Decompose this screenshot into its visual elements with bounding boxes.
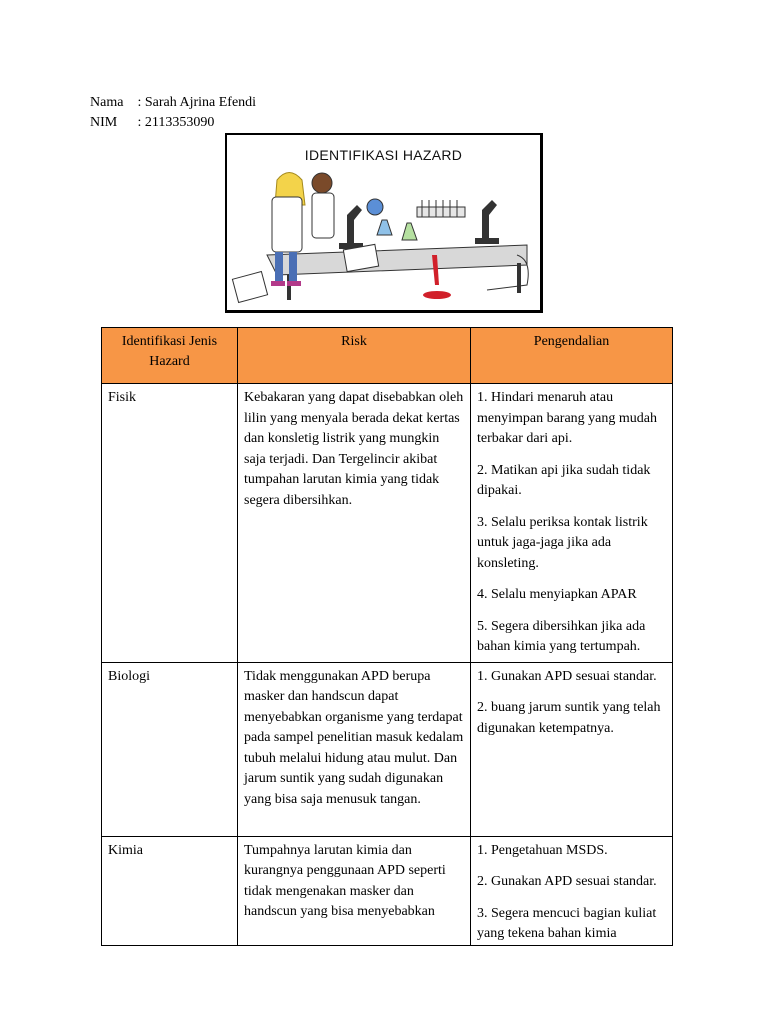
- pengendalian-item: 2. Matikan api jika sudah tidak dipakai.: [477, 462, 651, 498]
- risk-cell: Tumpahnya larutan kimia dan kurangnya penggunaan APD seperti tidak mengenakan masker dan handscun yang bisa menyebabkan: [238, 836, 471, 945]
- header-jenis: Identifikasi Jenis Hazard: [102, 328, 238, 384]
- pengendalian-cell: [471, 662, 673, 836]
- pengendalian-item: 3. Selalu periksa kontak listrik untuk jaga-jaga jika ada konsleting.: [477, 514, 648, 571]
- pengendalian-cell: [471, 836, 673, 945]
- pengendalian-item: 4. Selalu menyiapkan APAR: [477, 587, 637, 602]
- pengendalian-cell: [471, 384, 673, 663]
- table-header-row: [102, 328, 673, 384]
- hazard-illustration: [225, 133, 543, 313]
- pengendalian-item: 1. Hindari menaruh atau menyimpan barang yang mudah terbakar dari api.: [477, 390, 658, 446]
- pengendalian-item: 5. Segera dibersihkan jika ada bahan kimia yang tertumpah.: [477, 618, 646, 654]
- header-risk: Risk: [238, 328, 471, 384]
- jenis-cell: Fisik: [102, 384, 238, 663]
- jenis-cell: Kimia: [102, 836, 238, 945]
- pengendalian-item: 1. Pengetahuan MSDS.: [477, 842, 608, 858]
- nama-line: [90, 93, 256, 113]
- table-row: [102, 384, 673, 663]
- pengendalian-item: 1. Gunakan APD sesuai standar.: [477, 668, 657, 684]
- nim-value: : 2113353090: [137, 115, 215, 130]
- table-row: [102, 836, 673, 945]
- pengendalian-item: 2. buang jarum suntik yang telah digunakan ketempatnya.: [477, 700, 661, 736]
- pengendalian-item: 2. Gunakan APD sesuai standar.: [477, 874, 657, 889]
- nama-label: Nama: [90, 95, 124, 110]
- table-row: [102, 662, 673, 836]
- risk-cell: Tidak menggunakan APD berupa masker dan handscun dapat menyebabkan organisme yang terdapat pada sampel penelitian masuk kedalam tubuh melalui hidung atau mulut. Dan jarum suntik yang sudah digunakan yang bisa saja menusuk tangan.: [238, 662, 471, 836]
- header-pengendalian: Pengendalian: [471, 328, 673, 384]
- figure-title: IDENTIFIKASI HAZARD: [304, 147, 463, 163]
- jenis-cell: Biologi: [102, 662, 238, 836]
- risk-cell: Kebakaran yang dapat disebabkan oleh lilin yang menyala berada dekat kertas dan konsletig listrik yang mungkin saja terjadi. Dan Tergelincir akibat tumpahan larutan kimia yang tidak segera dibersihkan.: [238, 384, 471, 663]
- nama-value: : Sarah Ajrina Efendi: [137, 95, 257, 110]
- nim-line: [90, 113, 214, 133]
- pengendalian-item: 3. Segera mencuci bagian kuliat yang tekena bahan kimia: [477, 905, 657, 941]
- hazard-table: [101, 327, 673, 946]
- nim-label: NIM: [90, 115, 118, 130]
